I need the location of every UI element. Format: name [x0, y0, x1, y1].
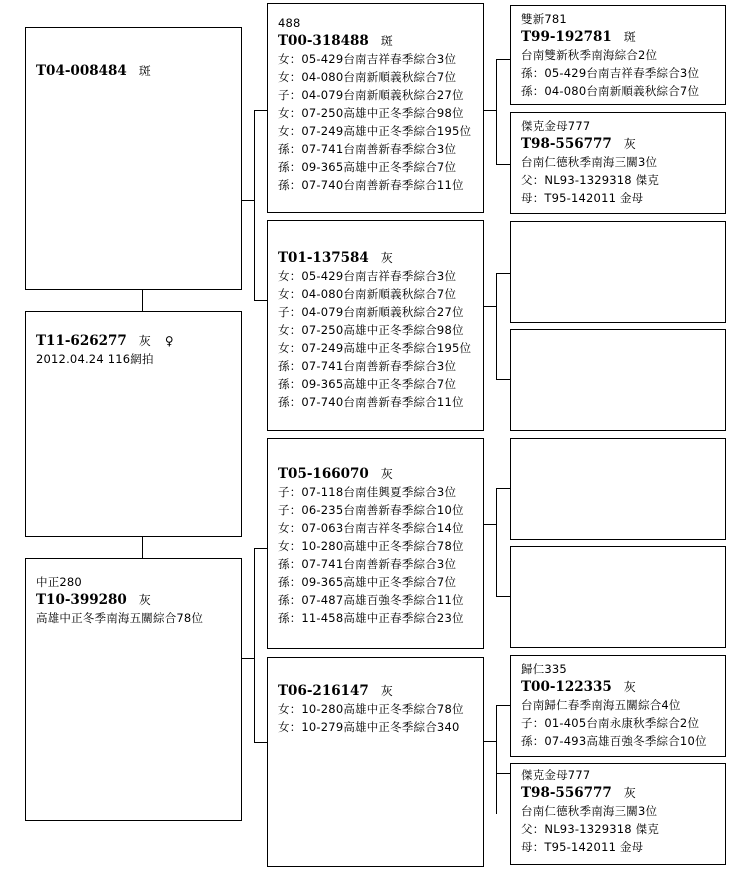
ggp7-pre: 歸仁335 [521, 662, 567, 676]
ggp8-line: 母：T95-142011 金母 [521, 840, 644, 854]
gp3-line: 女：07-063台南吉祥冬季綜合14位 [278, 521, 464, 535]
ggp-box-1 [510, 5, 726, 105]
sire-box [25, 311, 242, 537]
ggp8-line: 父：NL93-1329318 傑克 [521, 822, 660, 836]
ggp2-line: 台南仁德秋季南海三關3位 [521, 155, 658, 169]
dam-line: 高雄中正冬季南海五關綜合78位 [36, 611, 204, 625]
connector-bot-v [254, 548, 255, 742]
connector-m3-up [496, 488, 510, 489]
connector-m2-v [496, 273, 497, 379]
ggp1-ring-code: T99-192781 斑 [521, 29, 636, 45]
ggp-box-7 [510, 655, 726, 757]
gp2-line: 女：04-080台南新順義秋綜合7位 [278, 287, 457, 301]
dam-ring-code: T10-399280 灰 [36, 592, 151, 608]
ggp8-ring-code: T98-556777 灰 [521, 785, 636, 801]
ggp1-line: 台南雙新秋季南海綜合2位 [521, 48, 658, 62]
ggp1-line: 孫：05-429台南吉祥春季綜合3位 [521, 66, 700, 80]
gp4-line: 女：10-279高雄中正冬季綜合340 [278, 720, 460, 734]
ggp2-line: 父：NL93-1329318 傑克 [521, 173, 660, 187]
connector-m3-down [496, 596, 510, 597]
gp1-pre: 488 [278, 16, 301, 30]
ggp-box-2 [510, 112, 726, 214]
gp3-line: 孫：09-365高雄中正冬季綜合7位 [278, 575, 457, 589]
gp2-line: 女：07-249高雄中正冬季綜合195位 [278, 341, 472, 355]
gp3-line: 子：06-235台南善新春季綜合10位 [278, 503, 464, 517]
dam-box [25, 558, 242, 821]
gp1-line: 孫：09-365高雄中正冬季綜合7位 [278, 160, 457, 174]
connector-m2-h [483, 306, 496, 307]
gp1-line: 孫：07-741台南善新春季綜合3位 [278, 142, 457, 156]
ggp-box-8 [510, 763, 726, 865]
ggp1-line: 孫：04-080台南新順義秋綜合7位 [521, 84, 700, 98]
grandparent-box-4 [267, 657, 484, 867]
gp2-line: 孫：09-365高雄中正冬季綜合7位 [278, 377, 457, 391]
ggp-box-4 [510, 329, 726, 431]
ggp2-color: 灰 [623, 137, 636, 151]
ggp8-line: 台南仁德秋季南海三關3位 [521, 804, 658, 818]
connector-top-h [241, 200, 254, 201]
sire-sex: ♀ [164, 334, 174, 348]
ggp8-pre: 傑克金母777 [521, 768, 591, 782]
self-ring-code: T04-008484 斑 [36, 63, 151, 79]
gp3-color: 灰 [380, 467, 393, 481]
gp1-line: 女：07-249高雄中正冬季綜合195位 [278, 124, 472, 138]
gp1-line: 子：04-079台南新順義秋綜合27位 [278, 88, 464, 102]
connector-top-v [254, 110, 255, 300]
self-color: 斑 [138, 64, 151, 78]
ggp7-line: 台南歸仁春季南海五關綜合4位 [521, 698, 681, 712]
ggp-box-3 [510, 221, 726, 323]
dam-color: 灰 [138, 593, 151, 607]
grandparent-box-2 [267, 220, 484, 431]
gp3-line: 女：10-280高雄中正冬季綜合78位 [278, 539, 464, 553]
ggp2-pre: 傑克金母777 [521, 119, 591, 133]
gp3-line: 孫：11-458高雄中正春季綜合23位 [278, 611, 464, 625]
ggp7-line: 孫：07-493高雄百強冬季綜合10位 [521, 734, 707, 748]
connector-top-down [254, 300, 267, 301]
ggp1-color: 斑 [623, 30, 636, 44]
ggp7-ring-code: T00-122335 灰 [521, 679, 636, 695]
gp3-line: 子：07-118台南佳興夏季綜合3位 [278, 485, 457, 499]
sire-color: 灰 [138, 334, 151, 348]
connector-m1-down [496, 164, 510, 165]
connector-m4-v [496, 705, 497, 814]
gp1-color: 斑 [380, 34, 393, 48]
connector-top-up [254, 110, 267, 111]
gp2-line: 孫：07-740台南善新春季綜合11位 [278, 395, 464, 409]
gp4-color: 灰 [380, 684, 393, 698]
connector-m4-h [483, 741, 496, 742]
ggp2-line: 母：T95-142011 金母 [521, 191, 644, 205]
connector-m1-v [496, 59, 497, 164]
connector-left-vertical-2 [142, 536, 143, 559]
self-box [25, 27, 242, 290]
gp3-ring-code: T05-166070 灰 [278, 466, 393, 482]
connector-m4-up [496, 705, 510, 706]
gp1-line: 女：07-250高雄中正冬季綜合98位 [278, 106, 464, 120]
ggp1-pre: 雙新781 [521, 12, 567, 26]
connector-bot-h [241, 658, 254, 659]
connector-m3-v [496, 488, 497, 596]
connector-m1-up [496, 59, 510, 60]
ggp-box-6 [510, 546, 726, 648]
connector-bot-down [254, 742, 267, 743]
ggp-box-5 [510, 438, 726, 540]
grandparent-box-3 [267, 438, 484, 649]
gp2-line: 子：04-079台南新順義秋綜合27位 [278, 305, 464, 319]
ggp7-line: 子：01-405台南永康秋季綜合2位 [521, 716, 700, 730]
sire-note: 2012.04.24 116網拍 [36, 352, 154, 366]
gp2-line: 女：07-250高雄中正冬季綜合98位 [278, 323, 464, 337]
gp2-line: 女：05-429台南吉祥春季綜合3位 [278, 269, 457, 283]
gp1-line: 女：04-080台南新順義秋綜合7位 [278, 70, 457, 84]
gp2-ring-code: T01-137584 灰 [278, 250, 393, 266]
connector-m3-h [483, 524, 496, 525]
grandparent-box-1 [267, 3, 484, 213]
gp1-ring-code: T00-318488 斑 [278, 33, 393, 49]
sire-ring-code: T11-626277 灰 ♀ [36, 333, 174, 349]
ggp7-color: 灰 [623, 680, 636, 694]
gp3-line: 孫：07-741台南善新春季綜合3位 [278, 557, 457, 571]
connector-m4-down [496, 773, 510, 774]
gp1-line: 孫：07-740台南善新春季綜合11位 [278, 178, 464, 192]
ggp2-ring-code: T98-556777 灰 [521, 136, 636, 152]
connector-m1-h [483, 110, 496, 111]
connector-m2-down [496, 379, 510, 380]
gp1-line: 女：05-429台南吉祥春季綜合3位 [278, 52, 457, 66]
ggp8-color: 灰 [623, 786, 636, 800]
connector-m2-up [496, 273, 510, 274]
gp4-line: 女：10-280高雄中正冬季綜合78位 [278, 702, 464, 716]
connector-bot-up [254, 548, 267, 549]
gp3-line: 孫：07-487高雄百強冬季綜合11位 [278, 593, 464, 607]
dam-pre: 中正280 [36, 575, 82, 589]
gp2-line: 孫：07-741台南善新春季綜合3位 [278, 359, 457, 373]
gp2-color: 灰 [380, 251, 393, 265]
gp4-ring-code: T06-216147 灰 [278, 683, 393, 699]
connector-left-vertical-1 [142, 289, 143, 312]
